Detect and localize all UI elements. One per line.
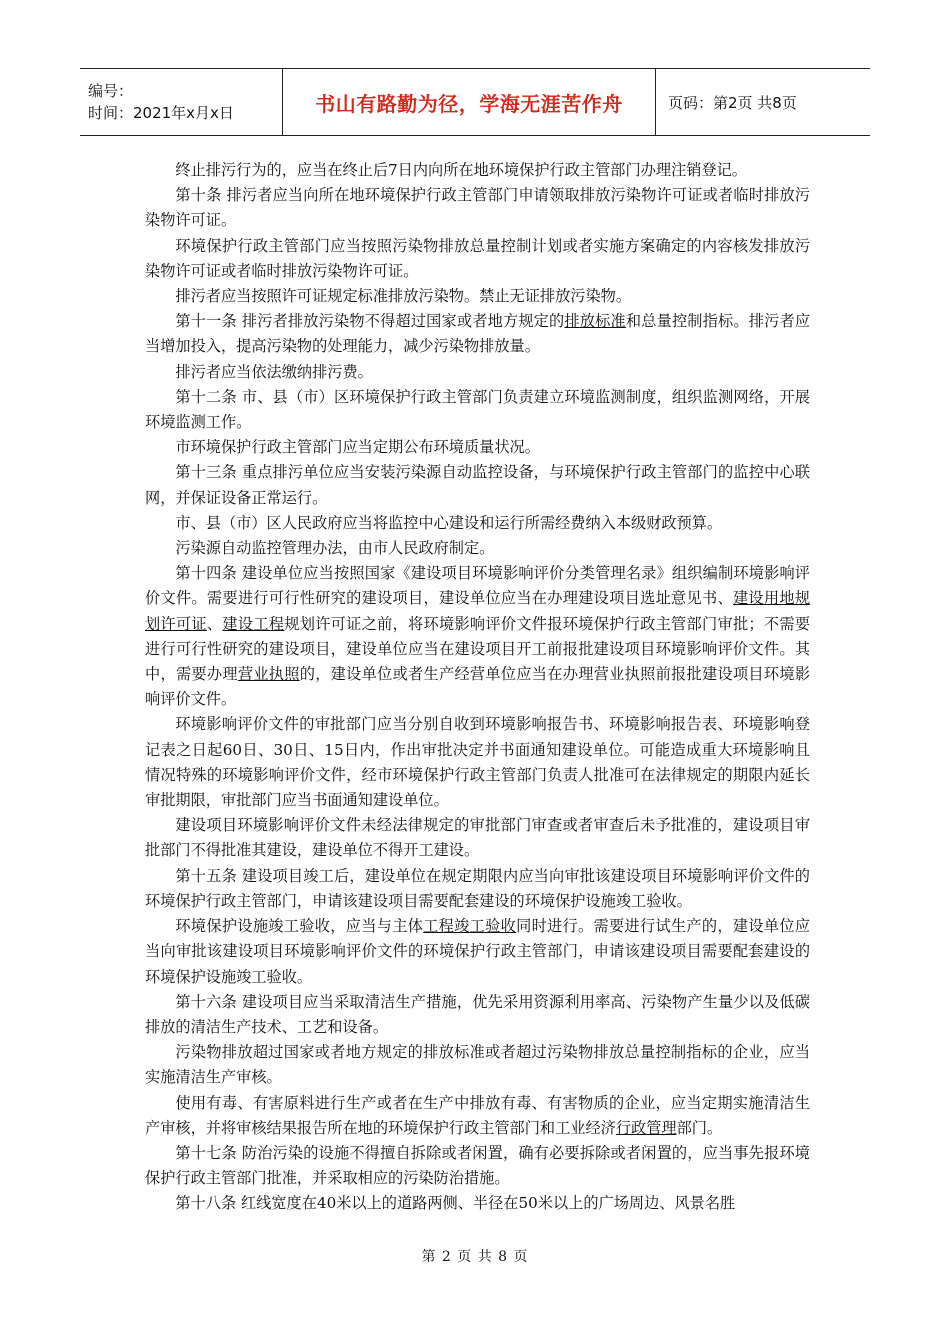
paragraph: 环境保护行政主管部门应当按照污染物排放总量控制计划或者实施方案确定的内容核发排放污染物许可证或者临时排放污染物许可证。 — [145, 236, 810, 280]
header-page-number: 页码：第2页 共8页 — [668, 93, 797, 112]
link-administrative-management[interactable]: 行政管理 — [615, 1118, 677, 1137]
paragraph: 第十七条 防治污染的设施不得擅自拆除或者闲置，确有必要拆除或者闲置的，应当事先报环境保护行政主管部门批准，并采取相应的污染防治措施。 — [145, 1143, 810, 1188]
paragraph — [145, 914, 810, 990]
document-number-label: 编号： — [88, 82, 134, 100]
page-footer: 第 2 页 共 8 页 — [421, 1249, 529, 1265]
paragraph: 第十五条 建设项目竣工后，建设单位在规定期限内应当向审批该建设项目环境影响评价文件的环境保护行政主管部门，申请该建设项目需要配套建设的环境保护设施竣工验收。 — [145, 866, 810, 910]
link-construction-project[interactable]: 建设工程 — [222, 614, 285, 633]
paragraph — [145, 1091, 810, 1141]
paragraph: 环境影响评价文件的审批部门应当分别自收到环境影响报告书、环境影响报告表、环境影响登记表之日起60日、30日、15日内，作出审批决定并书面通知建设单位。可能造成重大环境影响且情况特殊的环境影响评价文件，经市环境保护行政主管部门负责人批准可在法律规定的期限内延长审批期限，审批部门应当书面通知建设单位。 — [145, 715, 810, 810]
text-run: 的，建设单位或者生产经营单位应当在办理营业执照前报批建设项目环境影响评价文件。 — [145, 665, 811, 709]
text-run: 部门。 — [676, 1118, 723, 1137]
header-motto: 书山有路勤为径，学海无涯苦作舟 — [283, 69, 656, 135]
paragraph: 排污者应当按照许可证规定标准排放污染物。禁止无证排放污染物。 — [175, 287, 632, 306]
paragraph: 建设项目环境影响评价文件未经法律规定的审批部门审查或者审查后未予批准的，建设项目审批部门不得批准其建设，建设单位不得开工建设。 — [145, 816, 810, 860]
page-header — [80, 68, 870, 136]
paragraph: 第十三条 重点排污单位应当安装污染源自动监控设备，与环境保护行政主管部门的监控中心联网，并保证设备正常运行。 — [145, 463, 810, 507]
text-run: 和总量控制指标。排污者应当增加投入，提高污染物的处理能力，减少污染物排放量。 — [145, 312, 811, 356]
link-project-completion-acceptance[interactable]: 工程竣工验收 — [423, 917, 517, 936]
link-land-use-permit[interactable]: 建设用地规划许可证 — [145, 589, 811, 633]
paragraph: 市、县（市）区人民政府应当将监控中心建设和运行所需经费纳入本级财政预算。 — [175, 513, 723, 532]
paragraph: 排污者应当依法缴纳排污费。 — [175, 362, 373, 381]
text-run: 环境保护设施竣工验收，应当与主体 — [175, 917, 424, 936]
text-run: 第十四条 建设单位应当按照国家《建设项目环境影响评价分类管理名录》组织编制环境影响评价文件。需要进行可行性研究的建设项目，建设单位应当在办理建设项目选址意见书、 — [145, 564, 810, 608]
text-run: 同时进行。需要进行试生产的，建设单位应当向审批该建设项目环境影响评价文件的环境保护行政主管部门，申请该建设项目需要配套建设的环境保护设施竣工验收。 — [145, 917, 811, 986]
paragraph: 市环境保护行政主管部门应当定期公布环境质量状况。 — [175, 438, 540, 457]
paragraph: 第十条 排污者应当向所在地环境保护行政主管部门申请领取排放污染物许可证或者临时排放污染物许可证。 — [145, 186, 810, 230]
link-business-license[interactable]: 营业执照 — [237, 665, 300, 684]
paragraph: 第十六条 建设项目应当采取清洁生产措施，优先采用资源利用率高、污染物产生量少以及低碳排放的清洁生产技术、工艺和设备。 — [145, 992, 810, 1036]
paragraph — [145, 561, 810, 712]
document-time-label: 时间：2021年x月x日 — [88, 104, 234, 122]
text-run: 使用有毒、有害原料进行生产或者在生产中排放有毒、有害物质的企业，应当定期实施清洁生产审核，并将审核结果报告所在地的环境保护行政主管部门和工业经济 — [145, 1093, 810, 1137]
text-run: 、 — [206, 614, 223, 633]
paragraph: 污染源自动监控管理办法，由市人民政府制定。 — [175, 539, 495, 558]
text-run: 第十一条 排污者排放污染物不得超过国家或者地方规定的 — [175, 312, 565, 331]
header-info-cell — [80, 69, 283, 135]
paragraph: 第十八条 红线宽度在40米以上的道路两侧、半径在50米以上的广场周边、风景名胜 — [175, 1194, 736, 1213]
text-run: 规划许可证之前，将环境影响评价文件报环境保护行政主管部门审批；不需要进行可行性研究的建设项目，建设单位应当在建设项目开工前报批建设项目环境影响评价文件。其中，需要办理 — [145, 614, 811, 684]
paragraph — [145, 309, 810, 359]
document-body — [145, 158, 810, 1217]
paragraph: 终止排污行为的，应当在终止后7日内向所在地环境保护行政主管部门办理注销登记。 — [175, 161, 747, 179]
link-emission-standard[interactable]: 排放标准 — [564, 312, 626, 331]
paragraph: 污染物排放超过国家或者地方规定的排放标准或者超过污染物排放总量控制指标的企业，应当实施清洁生产审核。 — [145, 1043, 810, 1087]
paragraph: 第十二条 市、县（市）区环境保护行政主管部门负责建立环境监测制度，组织监测网络，开展环境监测工作。 — [145, 387, 810, 432]
